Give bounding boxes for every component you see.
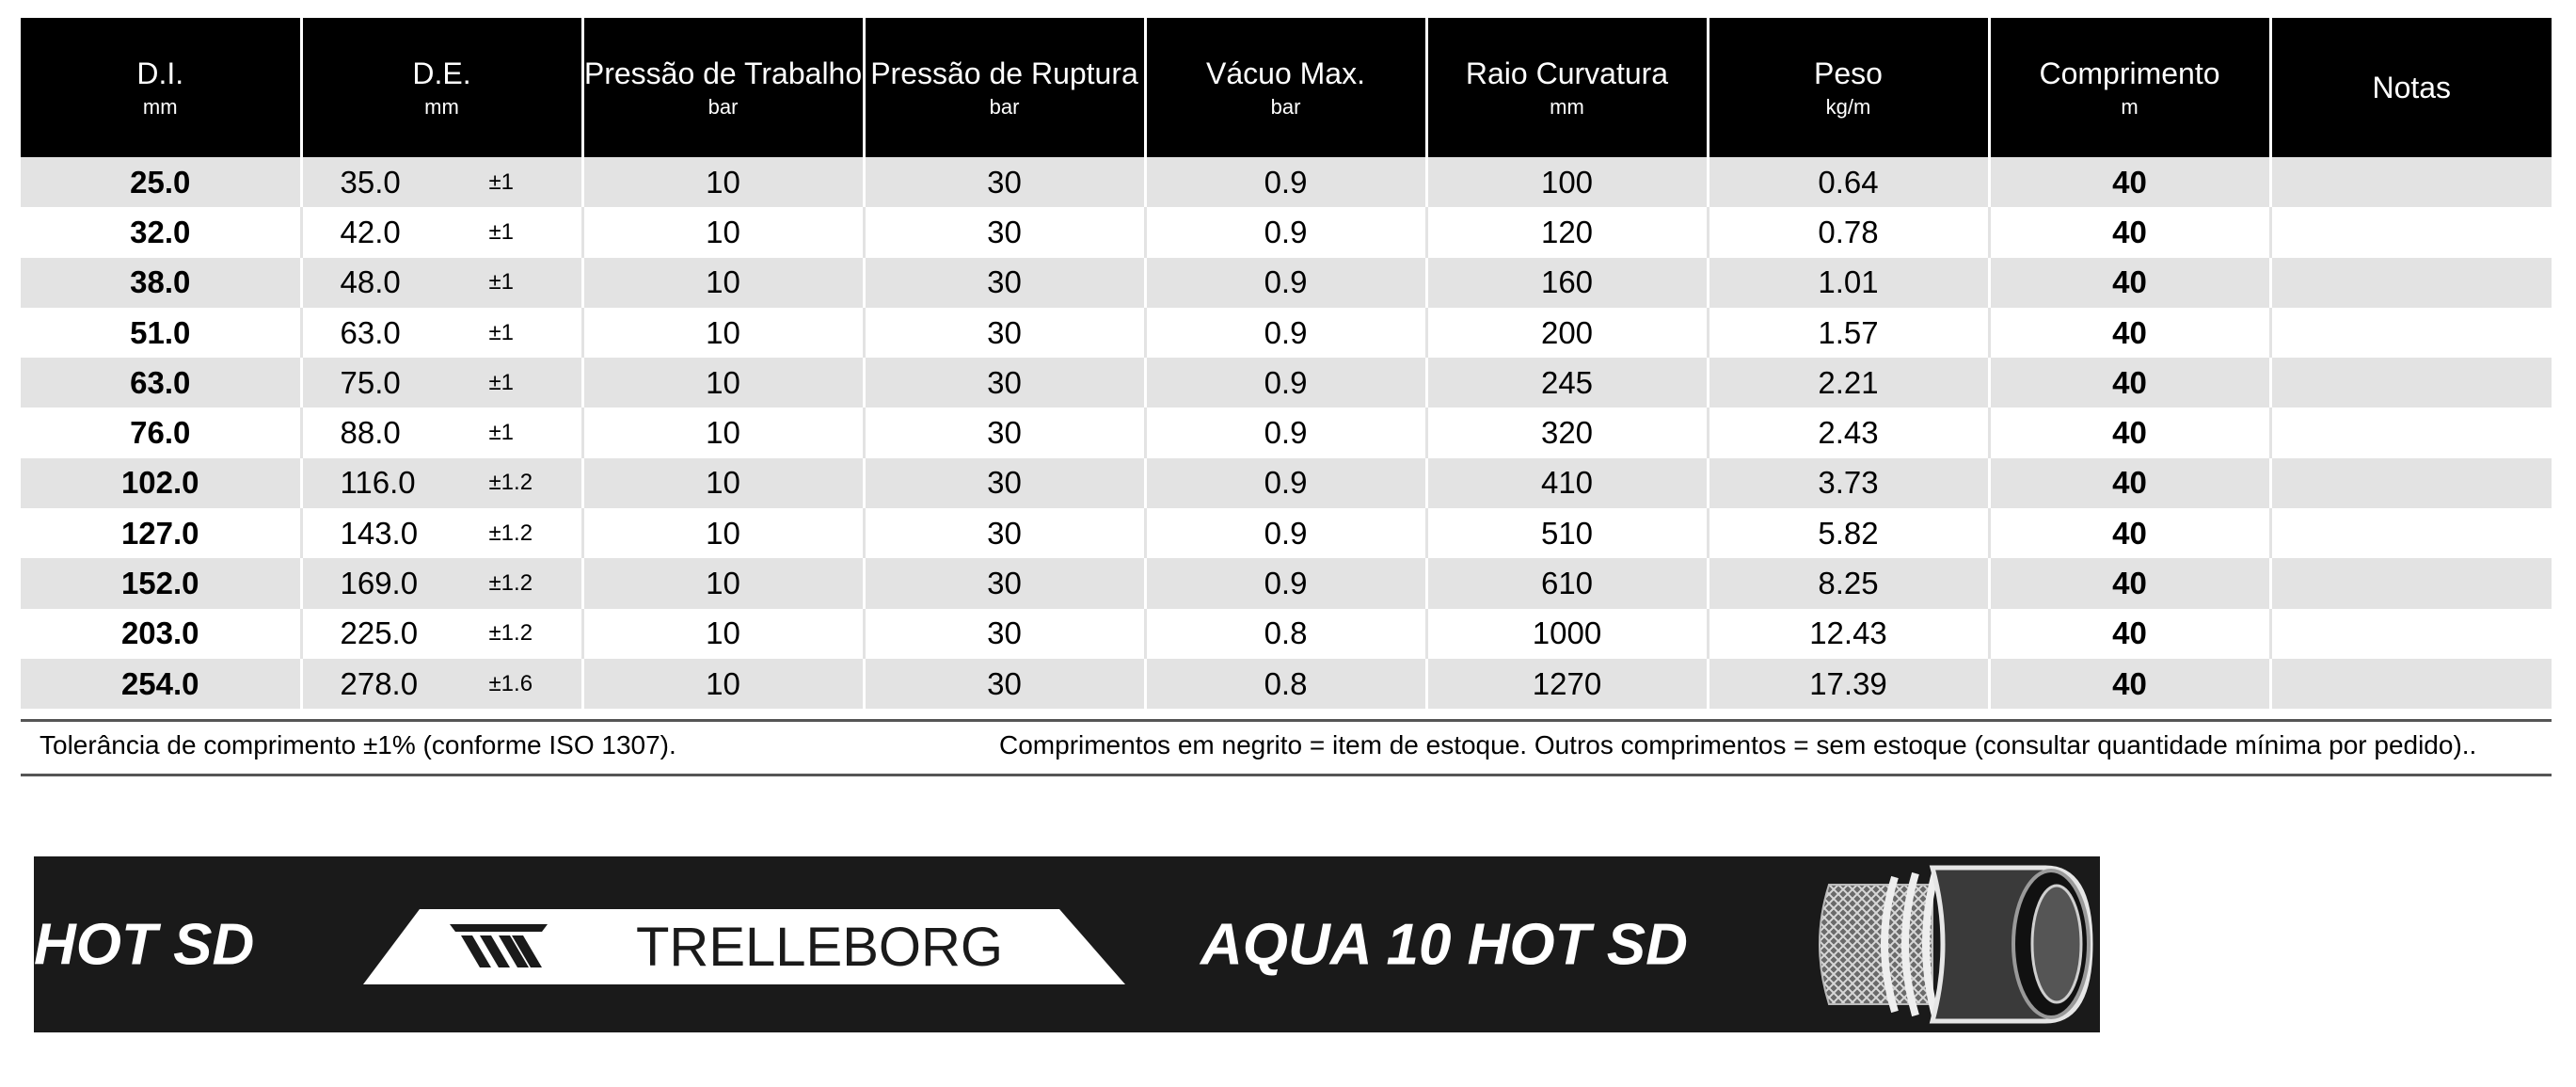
cell-length: 40 <box>1989 207 2270 257</box>
cell-weight: 2.21 <box>1708 358 1989 408</box>
outer-diameter-tolerance: ±1 <box>488 168 515 195</box>
cell-notes <box>2270 508 2552 558</box>
spec-table <box>21 18 2552 709</box>
cell-max-vacuum: 0.9 <box>1145 308 1426 358</box>
cell-length: 40 <box>1989 157 2270 207</box>
outer-diameter-tolerance: ±1.6 <box>488 670 533 696</box>
cell-di: 32.0 <box>21 207 301 257</box>
outer-diameter-tolerance: ±1 <box>488 369 515 395</box>
cell-length: 40 <box>1989 609 2270 659</box>
column-header-label: Pressão de Ruptura <box>870 56 1138 90</box>
cell-working-pressure: 10 <box>582 308 864 358</box>
cell-notes <box>2270 207 2552 257</box>
column-header-unit: bar <box>1270 94 1301 119</box>
cell-burst-pressure: 30 <box>864 157 1145 207</box>
cell-length: 40 <box>1989 558 2270 608</box>
length-tolerance-note: Tolerância de comprimento ±1% (conforme ISO 1307). <box>40 730 676 759</box>
outer-diameter-value: 88.0 <box>340 415 401 451</box>
outer-diameter-value: 63.0 <box>340 314 401 350</box>
cell-weight: 1.57 <box>1708 308 1989 358</box>
cell-length: 40 <box>1989 508 2270 558</box>
cell-bend-radius: 320 <box>1426 408 1708 457</box>
table-row <box>21 258 2552 308</box>
cell-weight: 17.39 <box>1708 659 1989 709</box>
outer-diameter-tolerance: ±1 <box>488 420 515 446</box>
cell-bend-radius: 100 <box>1426 157 1708 207</box>
column-header-label: D.E. <box>412 56 471 90</box>
table-row <box>21 458 2552 508</box>
hose-end-icon <box>1791 856 2100 1032</box>
cell-notes <box>2270 358 2552 408</box>
table-row <box>21 408 2552 457</box>
cell-working-pressure: 10 <box>582 609 864 659</box>
cell-burst-pressure: 30 <box>864 609 1145 659</box>
cell-burst-pressure: 30 <box>864 659 1145 709</box>
outer-diameter-value: 75.0 <box>340 364 401 400</box>
cell-de <box>301 308 582 358</box>
cell-de <box>301 659 582 709</box>
outer-diameter-tolerance: ±1.2 <box>488 470 533 496</box>
header-length <box>1989 18 2270 157</box>
cell-di: 127.0 <box>21 508 301 558</box>
outer-diameter-value: 35.0 <box>340 164 401 200</box>
cell-length: 40 <box>1989 308 2270 358</box>
cell-length: 40 <box>1989 659 2270 709</box>
cell-weight: 12.43 <box>1708 609 1989 659</box>
cell-notes <box>2270 458 2552 508</box>
cell-bend-radius: 200 <box>1426 308 1708 358</box>
cell-working-pressure: 10 <box>582 558 864 608</box>
cell-de <box>301 207 582 257</box>
cell-max-vacuum: 0.8 <box>1145 609 1426 659</box>
header-de <box>301 18 582 157</box>
cell-burst-pressure: 30 <box>864 308 1145 358</box>
outer-diameter-value: 169.0 <box>340 566 419 601</box>
cell-di: 76.0 <box>21 408 301 457</box>
cell-notes <box>2270 157 2552 207</box>
footnote-divider-bottom <box>21 774 2552 776</box>
cell-di: 152.0 <box>21 558 301 608</box>
cell-max-vacuum: 0.9 <box>1145 258 1426 308</box>
column-header-unit: bar <box>989 94 1020 119</box>
cell-notes <box>2270 308 2552 358</box>
cell-di: 25.0 <box>21 157 301 207</box>
cell-working-pressure: 10 <box>582 458 864 508</box>
cell-weight: 0.64 <box>1708 157 1989 207</box>
header-burst-pressure <box>864 18 1145 157</box>
cell-di: 38.0 <box>21 258 301 308</box>
cell-de <box>301 558 582 608</box>
cell-bend-radius: 1000 <box>1426 609 1708 659</box>
cell-bend-radius: 120 <box>1426 207 1708 257</box>
column-header-label: Vácuo Max. <box>1206 56 1365 90</box>
header-bend-radius <box>1426 18 1708 157</box>
cell-bend-radius: 245 <box>1426 358 1708 408</box>
cell-de <box>301 408 582 457</box>
trelleborg-logo-plate <box>363 909 1125 984</box>
cell-de <box>301 458 582 508</box>
header-di <box>21 18 301 157</box>
cell-notes <box>2270 558 2552 608</box>
outer-diameter-value: 278.0 <box>340 665 419 701</box>
cell-burst-pressure: 30 <box>864 358 1145 408</box>
outer-diameter-value: 225.0 <box>340 615 419 651</box>
cell-de <box>301 508 582 558</box>
column-header-label: Peso <box>1814 56 1883 90</box>
column-header-unit: kg/m <box>1825 94 1871 119</box>
outer-diameter-tolerance: ±1.2 <box>488 570 533 597</box>
cell-max-vacuum: 0.9 <box>1145 508 1426 558</box>
cell-max-vacuum: 0.9 <box>1145 358 1426 408</box>
outer-diameter-tolerance: ±1.2 <box>488 520 533 546</box>
cell-working-pressure: 10 <box>582 508 864 558</box>
cell-max-vacuum: 0.9 <box>1145 558 1426 608</box>
header-working-pressure <box>582 18 864 157</box>
cell-max-vacuum: 0.9 <box>1145 157 1426 207</box>
column-header-label: Comprimento <box>2039 56 2220 90</box>
cell-burst-pressure: 30 <box>864 207 1145 257</box>
column-header-label: Pressão de Trabalho <box>583 56 863 90</box>
cell-di: 254.0 <box>21 659 301 709</box>
table-row <box>21 508 2552 558</box>
column-header-label: Raio Curvatura <box>1465 56 1669 90</box>
cell-bend-radius: 1270 <box>1426 659 1708 709</box>
cell-working-pressure: 10 <box>582 408 864 457</box>
cell-bend-radius: 160 <box>1426 258 1708 308</box>
table-row <box>21 659 2552 709</box>
column-header-unit: mm <box>1550 94 1584 119</box>
column-header-unit: m <box>2121 94 2139 119</box>
cell-max-vacuum: 0.8 <box>1145 659 1426 709</box>
table-row <box>21 207 2552 257</box>
cell-length: 40 <box>1989 458 2270 508</box>
cell-weight: 5.82 <box>1708 508 1989 558</box>
cell-weight: 0.78 <box>1708 207 1989 257</box>
cell-weight: 8.25 <box>1708 558 1989 608</box>
table-header-row <box>21 18 2552 157</box>
outer-diameter-value: 116.0 <box>340 465 416 501</box>
column-header-unit: mm <box>424 94 459 119</box>
cell-weight: 2.43 <box>1708 408 1989 457</box>
cell-burst-pressure: 30 <box>864 258 1145 308</box>
cell-di: 51.0 <box>21 308 301 358</box>
hose-banner <box>34 856 2100 1032</box>
cell-notes <box>2270 609 2552 659</box>
hose-print-product-text: AQUA 10 HOT SD <box>1201 912 1688 977</box>
cell-bend-radius: 610 <box>1426 558 1708 608</box>
outer-diameter-tolerance: ±1 <box>488 319 515 345</box>
table-row <box>21 358 2552 408</box>
cell-notes <box>2270 659 2552 709</box>
cell-di: 102.0 <box>21 458 301 508</box>
cell-notes <box>2270 258 2552 308</box>
header-max-vacuum <box>1145 18 1426 157</box>
header-notes <box>2270 18 2552 157</box>
column-header-unit: mm <box>142 94 178 119</box>
cell-burst-pressure: 30 <box>864 408 1145 457</box>
outer-diameter-tolerance: ±1 <box>488 218 515 245</box>
column-header-label: Notas <box>2372 70 2452 104</box>
table-row <box>21 558 2552 608</box>
cell-length: 40 <box>1989 358 2270 408</box>
cell-working-pressure: 10 <box>582 207 864 257</box>
cell-weight: 3.73 <box>1708 458 1989 508</box>
table-row <box>21 157 2552 207</box>
cell-length: 40 <box>1989 408 2270 457</box>
footnote-divider-top <box>21 719 2552 722</box>
cell-working-pressure: 10 <box>582 659 864 709</box>
cell-de <box>301 609 582 659</box>
table-row <box>21 609 2552 659</box>
table-body <box>21 157 2552 709</box>
outer-diameter-value: 143.0 <box>340 515 419 551</box>
outer-diameter-value: 42.0 <box>340 214 401 249</box>
cell-bend-radius: 510 <box>1426 508 1708 558</box>
cell-working-pressure: 10 <box>582 157 864 207</box>
cell-de <box>301 358 582 408</box>
cell-working-pressure: 10 <box>582 358 864 408</box>
cell-burst-pressure: 30 <box>864 508 1145 558</box>
outer-diameter-tolerance: ±1.2 <box>488 620 533 647</box>
outer-diameter-value: 48.0 <box>340 264 401 300</box>
logo-text: TRELLEBORG <box>636 917 1003 978</box>
stock-legend-note: Comprimentos em negrito = item de estoque. Outros comprimentos = sem estoque (consultar quantidade mínima por pedido).. <box>999 730 2477 759</box>
cell-di: 63.0 <box>21 358 301 408</box>
cell-bend-radius: 410 <box>1426 458 1708 508</box>
cell-notes <box>2270 408 2552 457</box>
cell-max-vacuum: 0.9 <box>1145 207 1426 257</box>
cell-weight: 1.01 <box>1708 258 1989 308</box>
table-row <box>21 308 2552 358</box>
cell-max-vacuum: 0.9 <box>1145 408 1426 457</box>
cell-burst-pressure: 30 <box>864 558 1145 608</box>
cell-max-vacuum: 0.9 <box>1145 458 1426 508</box>
hose-print-left-text: HOT SD <box>34 912 255 977</box>
cell-di: 203.0 <box>21 609 301 659</box>
header-weight <box>1708 18 1989 157</box>
outer-diameter-tolerance: ±1 <box>488 269 515 296</box>
column-header-label: D.I. <box>136 56 184 90</box>
cell-de <box>301 157 582 207</box>
cell-burst-pressure: 30 <box>864 458 1145 508</box>
cell-de <box>301 258 582 308</box>
cell-length: 40 <box>1989 258 2270 308</box>
column-header-unit: bar <box>708 94 739 119</box>
cell-working-pressure: 10 <box>582 258 864 308</box>
